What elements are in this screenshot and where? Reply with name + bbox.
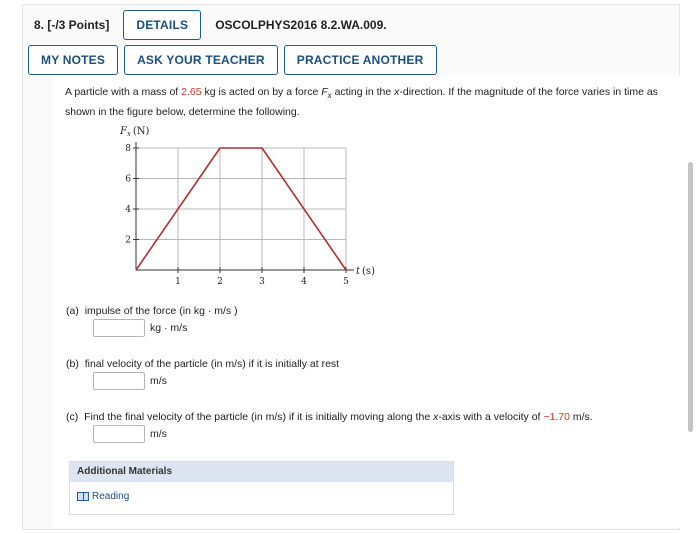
y-tick-label: 2 (125, 235, 131, 246)
part-c-answer (93, 425, 167, 443)
question-header (34, 10, 387, 40)
question-number: 8. [-/3 Points] (34, 18, 110, 32)
y-tick-label: 4 (125, 205, 131, 215)
y-tick-label: 6 (125, 174, 131, 185)
part-a-question (66, 305, 238, 317)
practice-another-button[interactable]: PRACTICE ANOTHER (284, 45, 437, 75)
mass-value: 2.65 (181, 86, 202, 98)
x-axis-label: t (s) (356, 266, 375, 277)
reading-label: Reading (92, 491, 130, 502)
x-tick-label: 4 (301, 277, 307, 287)
part-c-text: Find the final velocity of the particle (in m/s) if it is initially moving along the (84, 411, 434, 423)
chart-ticks (125, 144, 349, 287)
reading-link[interactable] (70, 482, 453, 511)
force-symbol: F (321, 86, 328, 98)
problem-text: -direction. If the magnitude of the force varies in time as shown in the figure below, determine the following. (65, 86, 658, 119)
problem-text: acting in the (331, 86, 395, 98)
problem-statement (65, 84, 680, 120)
part-b-text: final velocity of the particle (in m/s) if it is initially at rest (84, 358, 340, 370)
question-toolbar (28, 45, 437, 75)
part-c-input[interactable] (93, 425, 145, 443)
x-tick-label: 3 (259, 277, 265, 287)
force-subscript: x (327, 91, 332, 101)
part-a-input[interactable] (93, 319, 145, 337)
x-italic: x (433, 411, 439, 423)
ask-teacher-button[interactable]: ASK YOUR TEACHER (124, 45, 278, 75)
part-a-letter: (a) (66, 305, 79, 317)
part-b-answer (93, 372, 167, 390)
part-c-unit: m/s (150, 428, 167, 440)
y-axis-label: $F_x$ (N) (120, 126, 150, 138)
part-b-letter: (b) (66, 358, 79, 370)
chart-grid (136, 148, 346, 270)
part-a-text: impulse of the force (in kg · m/s ) (84, 305, 238, 317)
chart-axes (136, 142, 354, 270)
part-a-answer (93, 319, 187, 337)
x-italic: x (394, 86, 400, 98)
problem-text: A particle with a mass of (65, 86, 182, 98)
part-c-letter: (c) (66, 411, 79, 423)
additional-materials (69, 461, 454, 515)
problem-text: kg is acted on by a force (201, 86, 322, 98)
x-tick-label: 2 (217, 277, 223, 287)
my-notes-button[interactable]: MY NOTES (28, 45, 118, 75)
part-b-unit: m/s (150, 375, 167, 387)
x-tick-label: 5 (343, 277, 349, 287)
force-time-chart (100, 120, 390, 295)
scrollbar-thumb[interactable] (688, 162, 693, 432)
details-button[interactable]: DETAILS (123, 10, 201, 40)
initial-velocity-value: −1.70 (543, 411, 570, 423)
x-tick-label: 1 (175, 277, 181, 287)
question-id: OSCOLPHYS2016 8.2.WA.009. (215, 18, 387, 32)
part-b-input[interactable] (93, 372, 145, 390)
part-c-text: m/s. (569, 411, 593, 423)
part-b-question (66, 358, 339, 370)
book-icon (77, 492, 89, 501)
part-c-text: -axis with a velocity of (438, 411, 544, 423)
y-tick-label: 8 (125, 144, 131, 154)
additional-materials-title: Additional Materials (70, 462, 453, 482)
part-a-unit: kg · m/s (150, 322, 188, 334)
part-c-question (66, 411, 593, 423)
